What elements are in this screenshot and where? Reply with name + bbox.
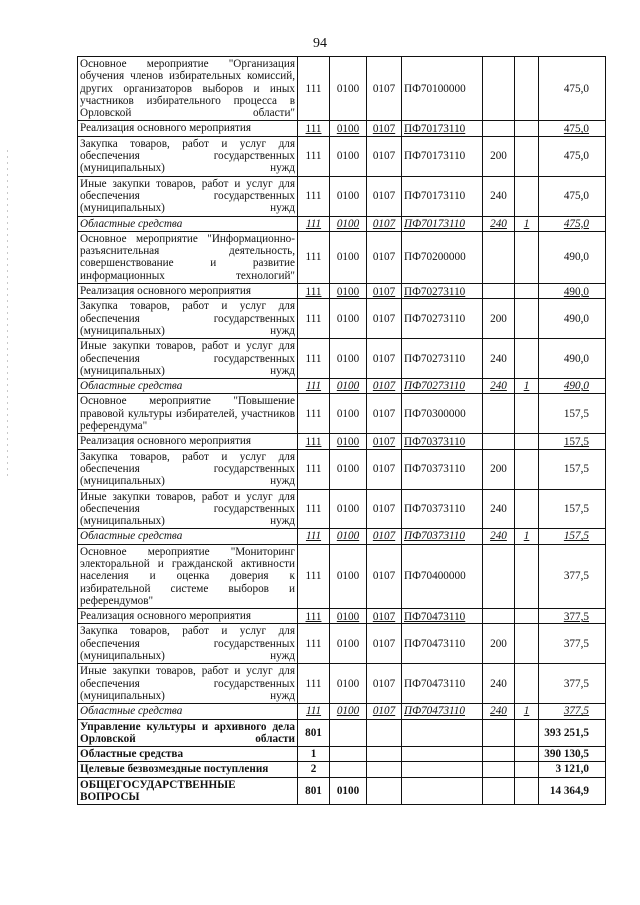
cell-pr: 0107 bbox=[367, 299, 402, 339]
cell-sum: 377,5 bbox=[539, 704, 606, 719]
table-row bbox=[78, 449, 606, 489]
cell-gr: 111 bbox=[298, 664, 330, 704]
cell-sum: 475,0 bbox=[539, 57, 606, 121]
row-name: Основное мероприятие "Организация обучения членов избирательных комиссий, других организаторов выборов и иных участников избирательного процесса в Орловской области" bbox=[78, 57, 298, 121]
cell-ist bbox=[515, 747, 539, 762]
cell-rz: 0100 bbox=[330, 121, 367, 136]
cell-vr bbox=[483, 762, 515, 777]
cell-vr bbox=[483, 231, 515, 283]
table-row bbox=[78, 609, 606, 624]
table-row bbox=[78, 544, 606, 608]
cell-ist bbox=[515, 777, 539, 805]
cell-vr: 240 bbox=[483, 489, 515, 529]
cell-gr: 111 bbox=[298, 394, 330, 434]
cell-vr: 240 bbox=[483, 664, 515, 704]
cell-ist: 1 bbox=[515, 704, 539, 719]
cell-rz bbox=[330, 747, 367, 762]
cell-pr: 0107 bbox=[367, 434, 402, 449]
cell-rz: 0100 bbox=[330, 231, 367, 283]
cell-csr: ПФ70173110 bbox=[402, 176, 483, 216]
cell-gr: 111 bbox=[298, 231, 330, 283]
cell-gr: 111 bbox=[298, 704, 330, 719]
cell-pr: 0107 bbox=[367, 624, 402, 664]
cell-vr bbox=[483, 719, 515, 747]
cell-pr: 0107 bbox=[367, 529, 402, 544]
row-name: Закупка товаров, работ и услуг для обеспечения государственных (муниципальных) нужд bbox=[78, 299, 298, 339]
cell-ist bbox=[515, 719, 539, 747]
row-name: Закупка товаров, работ и услуг для обеспечения государственных (муниципальных) нужд bbox=[78, 624, 298, 664]
row-name: Реализация основного мероприятия bbox=[78, 434, 298, 449]
cell-gr: 111 bbox=[298, 449, 330, 489]
cell-csr: ПФ70173110 bbox=[402, 216, 483, 231]
row-name: Областные средства bbox=[78, 747, 298, 762]
cell-sum: 490,0 bbox=[539, 299, 606, 339]
table-row bbox=[78, 624, 606, 664]
row-name: Иные закупки товаров, работ и услуг для обеспечения государственных (муниципальных) нужд bbox=[78, 489, 298, 529]
cell-gr: 111 bbox=[298, 529, 330, 544]
row-name: Реализация основного мероприятия bbox=[78, 284, 298, 299]
cell-csr bbox=[402, 777, 483, 805]
table-row bbox=[78, 136, 606, 176]
cell-csr: ПФ70173110 bbox=[402, 121, 483, 136]
row-name: Основное мероприятие "Повышение правовой культуры избирателей, участников референдума" bbox=[78, 394, 298, 434]
cell-pr: 0107 bbox=[367, 489, 402, 529]
table-row bbox=[78, 57, 606, 121]
cell-ist bbox=[515, 544, 539, 608]
cell-pr: 0107 bbox=[367, 394, 402, 434]
cell-rz: 0100 bbox=[330, 136, 367, 176]
cell-rz: 0100 bbox=[330, 284, 367, 299]
table-row bbox=[78, 434, 606, 449]
cell-csr: ПФ70473110 bbox=[402, 704, 483, 719]
row-name: Реализация основного мероприятия bbox=[78, 609, 298, 624]
cell-sum: 14 364,9 bbox=[539, 777, 606, 805]
cell-vr: 240 bbox=[483, 379, 515, 394]
cell-rz bbox=[330, 719, 367, 747]
cell-rz: 0100 bbox=[330, 379, 367, 394]
cell-csr: ПФ70373110 bbox=[402, 529, 483, 544]
cell-sum: 475,0 bbox=[539, 121, 606, 136]
cell-gr: 111 bbox=[298, 624, 330, 664]
row-name: Иные закупки товаров, работ и услуг для обеспечения государственных (муниципальных) нужд bbox=[78, 339, 298, 379]
cell-gr: 111 bbox=[298, 434, 330, 449]
cell-csr: ПФ70373110 bbox=[402, 489, 483, 529]
cell-csr: ПФ70200000 bbox=[402, 231, 483, 283]
row-name: Областные средства bbox=[78, 216, 298, 231]
cell-gr: 111 bbox=[298, 339, 330, 379]
cell-rz: 0100 bbox=[330, 544, 367, 608]
cell-vr: 240 bbox=[483, 176, 515, 216]
cell-pr: 0107 bbox=[367, 704, 402, 719]
cell-sum: 490,0 bbox=[539, 284, 606, 299]
cell-gr: 111 bbox=[298, 299, 330, 339]
cell-vr: 200 bbox=[483, 299, 515, 339]
cell-gr: 111 bbox=[298, 489, 330, 529]
cell-rz: 0100 bbox=[330, 394, 367, 434]
cell-ist: 1 bbox=[515, 529, 539, 544]
cell-rz: 0100 bbox=[330, 777, 367, 805]
cell-csr: ПФ70273110 bbox=[402, 299, 483, 339]
row-name: Основное мероприятие "Мониторинг электоральной и гражданской активности населения и оценка доверия к избирательной системе выборов и референдумов" bbox=[78, 544, 298, 608]
table-row bbox=[78, 777, 606, 805]
cell-ist bbox=[515, 434, 539, 449]
cell-vr: 240 bbox=[483, 704, 515, 719]
table-row bbox=[78, 121, 606, 136]
cell-pr: 0107 bbox=[367, 379, 402, 394]
cell-pr: 0107 bbox=[367, 231, 402, 283]
cell-rz: 0100 bbox=[330, 624, 367, 664]
cell-csr: ПФ70273110 bbox=[402, 379, 483, 394]
cell-csr: ПФ70473110 bbox=[402, 609, 483, 624]
table-row bbox=[78, 664, 606, 704]
cell-gr: 111 bbox=[298, 379, 330, 394]
table-row bbox=[78, 394, 606, 434]
cell-rz: 0100 bbox=[330, 434, 367, 449]
table-row bbox=[78, 216, 606, 231]
cell-ist bbox=[515, 299, 539, 339]
cell-ist: 1 bbox=[515, 379, 539, 394]
cell-gr: 111 bbox=[298, 121, 330, 136]
cell-sum: 157,5 bbox=[539, 449, 606, 489]
table-row bbox=[78, 339, 606, 379]
cell-gr: 801 bbox=[298, 719, 330, 747]
row-name: Иные закупки товаров, работ и услуг для обеспечения государственных (муниципальных) нужд bbox=[78, 176, 298, 216]
cell-sum: 157,5 bbox=[539, 489, 606, 529]
cell-vr: 240 bbox=[483, 529, 515, 544]
cell-ist bbox=[515, 664, 539, 704]
row-name: ОБЩЕГОСУДАРСТВЕННЫЕ ВОПРОСЫ bbox=[78, 777, 298, 805]
cell-sum: 377,5 bbox=[539, 664, 606, 704]
cell-rz: 0100 bbox=[330, 664, 367, 704]
cell-sum: 475,0 bbox=[539, 176, 606, 216]
cell-rz: 0100 bbox=[330, 609, 367, 624]
cell-rz: 0100 bbox=[330, 529, 367, 544]
cell-sum: 490,0 bbox=[539, 339, 606, 379]
table-row bbox=[78, 704, 606, 719]
cell-rz: 0100 bbox=[330, 216, 367, 231]
cell-csr bbox=[402, 747, 483, 762]
cell-ist bbox=[515, 176, 539, 216]
cell-vr: 200 bbox=[483, 136, 515, 176]
cell-ist bbox=[515, 394, 539, 434]
cell-rz: 0100 bbox=[330, 57, 367, 121]
cell-csr: ПФ70373110 bbox=[402, 449, 483, 489]
cell-ist bbox=[515, 449, 539, 489]
cell-pr: 0107 bbox=[367, 339, 402, 379]
cell-sum: 377,5 bbox=[539, 609, 606, 624]
cell-pr bbox=[367, 719, 402, 747]
cell-vr: 200 bbox=[483, 624, 515, 664]
cell-pr: 0107 bbox=[367, 57, 402, 121]
page-number: 94 bbox=[313, 36, 327, 51]
cell-sum: 475,0 bbox=[539, 136, 606, 176]
cell-gr: 111 bbox=[298, 609, 330, 624]
cell-sum: 393 251,5 bbox=[539, 719, 606, 747]
cell-pr: 0107 bbox=[367, 609, 402, 624]
cell-ist bbox=[515, 762, 539, 777]
cell-csr: ПФ70400000 bbox=[402, 544, 483, 608]
table-row bbox=[78, 747, 606, 762]
cell-pr: 0107 bbox=[367, 449, 402, 489]
cell-vr bbox=[483, 747, 515, 762]
cell-gr: 111 bbox=[298, 176, 330, 216]
cell-rz: 0100 bbox=[330, 299, 367, 339]
cell-sum: 475,0 bbox=[539, 216, 606, 231]
cell-pr: 0107 bbox=[367, 284, 402, 299]
row-name: Реализация основного мероприятия bbox=[78, 121, 298, 136]
cell-csr: ПФ70273110 bbox=[402, 339, 483, 379]
cell-gr: 111 bbox=[298, 216, 330, 231]
cell-rz: 0100 bbox=[330, 176, 367, 216]
row-name: Областные средства bbox=[78, 529, 298, 544]
cell-pr: 0107 bbox=[367, 216, 402, 231]
cell-csr: ПФ70473110 bbox=[402, 624, 483, 664]
table-row bbox=[78, 231, 606, 283]
cell-pr bbox=[367, 762, 402, 777]
cell-csr bbox=[402, 762, 483, 777]
cell-pr bbox=[367, 777, 402, 805]
cell-ist bbox=[515, 284, 539, 299]
cell-rz bbox=[330, 762, 367, 777]
cell-sum: 490,0 bbox=[539, 379, 606, 394]
cell-csr: ПФ70300000 bbox=[402, 394, 483, 434]
cell-csr: ПФ70373110 bbox=[402, 434, 483, 449]
table-row bbox=[78, 284, 606, 299]
cell-vr bbox=[483, 394, 515, 434]
cell-vr bbox=[483, 609, 515, 624]
row-name: Закупка товаров, работ и услуг для обеспечения государственных (муниципальных) нужд bbox=[78, 136, 298, 176]
cell-gr: 801 bbox=[298, 777, 330, 805]
cell-ist bbox=[515, 489, 539, 529]
cell-csr bbox=[402, 719, 483, 747]
cell-sum: 377,5 bbox=[539, 544, 606, 608]
cell-ist bbox=[515, 339, 539, 379]
cell-vr bbox=[483, 777, 515, 805]
table-row bbox=[78, 379, 606, 394]
row-name: Основное мероприятие "Информационно-разъяснительная деятельность, совершенствование и развитие информационных технологий" bbox=[78, 231, 298, 283]
row-name: Закупка товаров, работ и услуг для обеспечения государственных (муниципальных) нужд bbox=[78, 449, 298, 489]
cell-rz: 0100 bbox=[330, 704, 367, 719]
cell-rz: 0100 bbox=[330, 449, 367, 489]
cell-ist bbox=[515, 57, 539, 121]
row-name: Целевые безвозмездные поступления bbox=[78, 762, 298, 777]
cell-ist bbox=[515, 624, 539, 664]
table-row bbox=[78, 529, 606, 544]
cell-gr: 1 bbox=[298, 747, 330, 762]
row-name: Областные средства bbox=[78, 704, 298, 719]
cell-ist: 1 bbox=[515, 216, 539, 231]
cell-gr: 111 bbox=[298, 57, 330, 121]
row-name: Управление культуры и архивного дела Орловской области bbox=[78, 719, 298, 747]
cell-vr: 200 bbox=[483, 449, 515, 489]
row-name: Иные закупки товаров, работ и услуг для обеспечения государственных (муниципальных) нужд bbox=[78, 664, 298, 704]
cell-sum: 390 130,5 bbox=[539, 747, 606, 762]
cell-gr: 111 bbox=[298, 136, 330, 176]
cell-pr bbox=[367, 747, 402, 762]
row-name: Областные средства bbox=[78, 379, 298, 394]
cell-pr: 0107 bbox=[367, 136, 402, 176]
cell-rz: 0100 bbox=[330, 489, 367, 529]
table-row bbox=[78, 762, 606, 777]
cell-pr: 0107 bbox=[367, 121, 402, 136]
cell-csr: ПФ70173110 bbox=[402, 136, 483, 176]
cell-vr bbox=[483, 121, 515, 136]
table-row bbox=[78, 489, 606, 529]
cell-gr: 111 bbox=[298, 284, 330, 299]
cell-csr: ПФ70273110 bbox=[402, 284, 483, 299]
cell-ist bbox=[515, 121, 539, 136]
cell-gr: 111 bbox=[298, 544, 330, 608]
cell-csr: ПФ70473110 bbox=[402, 664, 483, 704]
cell-pr: 0107 bbox=[367, 664, 402, 704]
cell-vr bbox=[483, 434, 515, 449]
cell-sum: 3 121,0 bbox=[539, 762, 606, 777]
cell-pr: 0107 bbox=[367, 176, 402, 216]
table-row bbox=[78, 719, 606, 747]
cell-pr: 0107 bbox=[367, 544, 402, 608]
table-row bbox=[78, 299, 606, 339]
budget-table bbox=[77, 56, 606, 805]
cell-vr bbox=[483, 284, 515, 299]
cell-sum: 377,5 bbox=[539, 624, 606, 664]
cell-vr: 240 bbox=[483, 339, 515, 379]
scan-margin-mark bbox=[7, 150, 8, 480]
cell-ist bbox=[515, 231, 539, 283]
cell-sum: 157,5 bbox=[539, 529, 606, 544]
cell-ist bbox=[515, 609, 539, 624]
cell-sum: 157,5 bbox=[539, 434, 606, 449]
cell-vr: 240 bbox=[483, 216, 515, 231]
cell-csr: ПФ70100000 bbox=[402, 57, 483, 121]
cell-sum: 490,0 bbox=[539, 231, 606, 283]
cell-sum: 157,5 bbox=[539, 394, 606, 434]
table-row bbox=[78, 176, 606, 216]
cell-gr: 2 bbox=[298, 762, 330, 777]
cell-rz: 0100 bbox=[330, 339, 367, 379]
cell-ist bbox=[515, 136, 539, 176]
cell-vr bbox=[483, 57, 515, 121]
cell-vr bbox=[483, 544, 515, 608]
